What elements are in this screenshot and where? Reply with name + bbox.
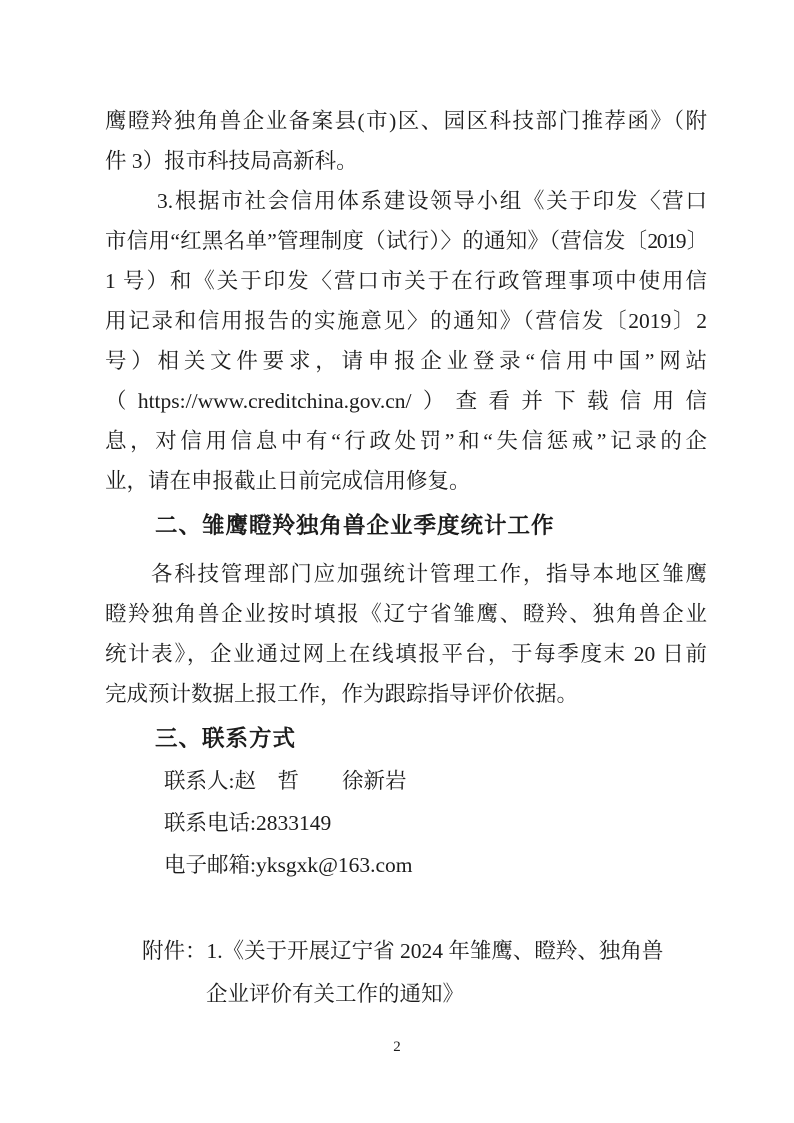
page-footer — [0, 1040, 794, 1055]
body-line: （https://www.creditchina.gov.cn/）查看并下载信用信 — [105, 389, 707, 413]
body-line: 号）相关文件要求，请申报企业登录“信用中国”网站 — [105, 349, 707, 373]
body-line: 完成预计数据上报工作，作为跟踪指导评价依据。 — [105, 682, 579, 706]
contact-person-line: 联系人:赵 哲 徐新岩 — [164, 769, 407, 793]
body-line: 用记录和信用报告的实施意见〉的通知》（营信发〔2019〕2 — [105, 309, 707, 333]
body-line: 3.根据市社会信用体系建设领导小组《关于印发〈营口 — [157, 189, 707, 213]
body-line: 瞪羚独角兽企业按时填报《辽宁省雏鹰、瞪羚、独角兽企业 — [105, 602, 707, 626]
attachment-line: 附件：1.《关于开展辽宁省 2024 年雏鹰、瞪羚、独角兽 — [142, 939, 664, 963]
contact-phone-line: 联系电话:2833149 — [164, 811, 332, 835]
section-heading-contact: 三、联系方式 — [155, 726, 297, 751]
attachment-line: 企业评价有关工作的通知》 — [206, 982, 465, 1006]
body-line: 鹰瞪羚独角兽企业备案县(市)区、园区科技部门推荐函》（附 — [105, 109, 707, 133]
body-line: 件 3）报市科技局高新科。 — [105, 149, 358, 173]
body-line: 1 号）和《关于印发〈营口市关于在行政管理事项中使用信 — [105, 269, 707, 293]
page-number: 2 — [393, 1039, 401, 1055]
section-heading-quarterly-statistics: 二、雏鹰瞪羚独角兽企业季度统计工作 — [155, 513, 555, 538]
body-line: 各科技管理部门应加强统计管理工作，指导本地区雏鹰 — [151, 562, 707, 586]
body-line: 市信用“红黑名单”管理制度（试行）〉的通知》（营信发〔2019〕 — [105, 229, 707, 253]
contact-email-line: 电子邮箱:yksgxk@163.com — [164, 853, 413, 877]
body-line: 业，请在申报截止日前完成信用修复。 — [105, 469, 471, 493]
document-body — [105, 101, 707, 1016]
body-line: 统计表》，企业通过网上在线填报平台，于每季度末 20 日前 — [105, 642, 707, 666]
body-line: 息，对信用信息中有“行政处罚”和“失信惩戒”记录的企 — [105, 429, 707, 453]
